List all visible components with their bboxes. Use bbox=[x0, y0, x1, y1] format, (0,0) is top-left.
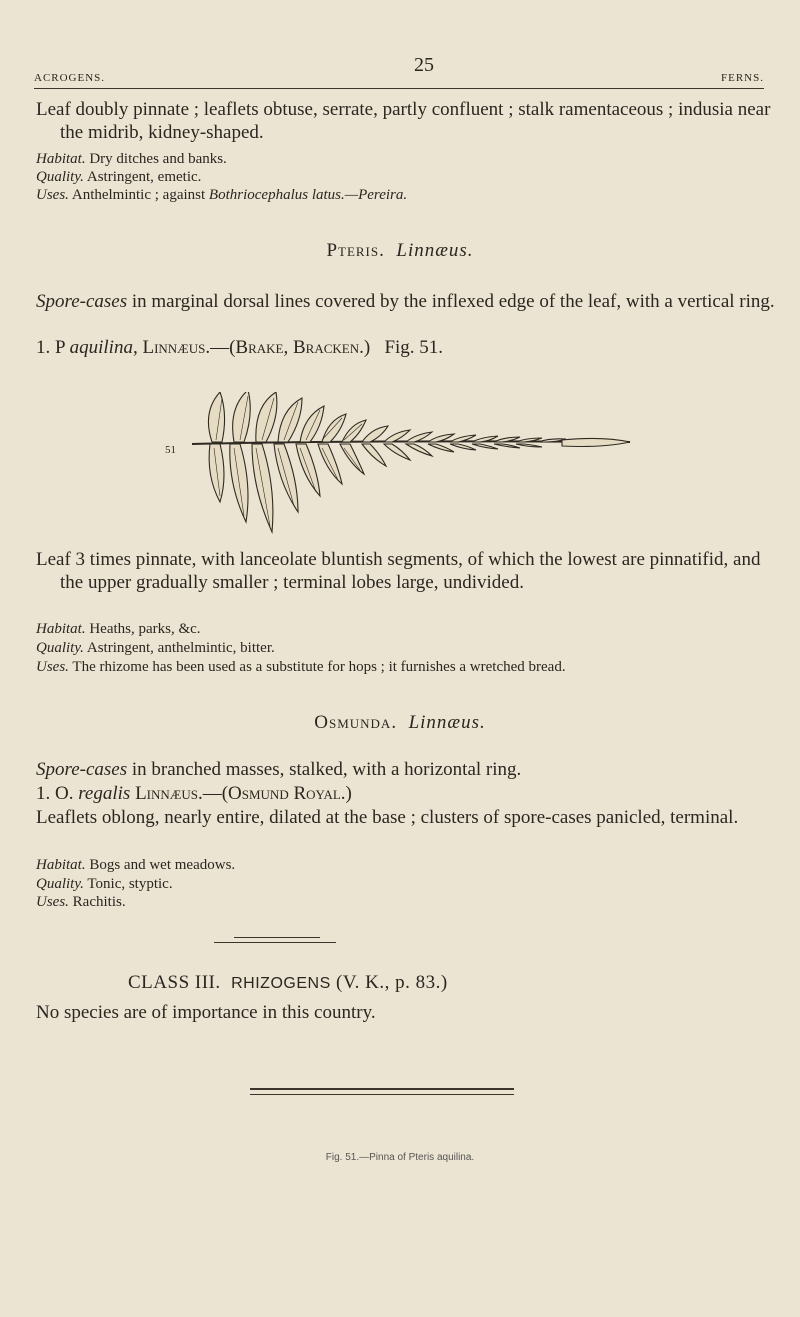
species-authority: Linnæus.—(Brake, Bracken.) bbox=[142, 337, 371, 358]
osmunda-habitat bbox=[36, 856, 235, 874]
class-heading bbox=[128, 972, 448, 994]
pteris-description: Leaf 3 times pinnate, with lanceolate bluntish segments, of which the lowest are pinnatifid, and the upper gradually smaller ; terminal lobes large, undivided. bbox=[36, 549, 761, 593]
species-number: 1. O. bbox=[36, 783, 74, 804]
uses-value-post: .—Pereira. bbox=[341, 187, 408, 203]
running-header bbox=[34, 54, 764, 86]
osmunda-quality bbox=[36, 875, 173, 893]
habitat-label: Habitat. bbox=[36, 621, 86, 637]
genus-name: Osmunda. bbox=[314, 712, 398, 733]
osmunda-uses bbox=[36, 893, 126, 911]
pteris-heading bbox=[0, 240, 800, 262]
intro-habitat bbox=[36, 150, 227, 168]
pteris-quality bbox=[36, 639, 275, 657]
species-name: regalis bbox=[78, 783, 131, 804]
osmunda-spore-cases bbox=[36, 758, 752, 781]
species-name: aquilina, bbox=[69, 337, 138, 358]
spore-text: in branched masses, stalked, with a horizontal ring. bbox=[131, 759, 522, 780]
quality-value: Astringent, anthelmintic, bitter. bbox=[86, 640, 275, 656]
class-name: RHIZOGENS bbox=[231, 975, 331, 992]
intro-description: Leaf doubly pinnate ; leaflets obtuse, serrate, partly confluent ; stalk ramentaceous ; indusia near the midrib, kidney-shaped. bbox=[36, 99, 771, 143]
figure-number: 51 bbox=[165, 444, 176, 456]
uses-label: Uses. bbox=[36, 894, 69, 910]
class-note: No species are of importance in this country. bbox=[36, 1002, 376, 1023]
uses-label: Uses. bbox=[36, 659, 69, 675]
habitat-value: Dry ditches and banks. bbox=[89, 151, 227, 167]
uses-value-italic: Bothriocephalus latus bbox=[208, 187, 341, 203]
header-rule bbox=[34, 88, 764, 89]
section-divider bbox=[214, 942, 336, 943]
class-label: CLASS III. bbox=[128, 972, 221, 993]
header-right: FERNS. bbox=[721, 72, 764, 84]
quality-value: Astringent, emetic. bbox=[86, 169, 202, 185]
spore-label: Spore-cases bbox=[36, 291, 128, 312]
pteris-habitat bbox=[36, 620, 201, 638]
quality-value: Tonic, styptic. bbox=[87, 876, 173, 892]
habitat-label: Habitat. bbox=[36, 151, 86, 167]
page-number: 25 bbox=[414, 54, 434, 76]
genus-name: Pteris. bbox=[326, 240, 385, 261]
figure-caption: Fig. 51.—Pinna of Pteris aquilina. bbox=[325, 1152, 475, 1163]
osmunda-species bbox=[36, 782, 752, 805]
habitat-label: Habitat. bbox=[36, 857, 86, 873]
quality-label: Quality. bbox=[36, 169, 84, 185]
species-number: 1. P bbox=[36, 337, 65, 358]
quality-label: Quality. bbox=[36, 876, 84, 892]
spore-text: in marginal dorsal lines covered by the inflexed edge of the leaf, with a vertical ring. bbox=[131, 291, 775, 312]
section-divider bbox=[234, 937, 320, 938]
genus-authority: Linnæus. bbox=[408, 712, 486, 733]
header-left: ACROGENS. bbox=[34, 72, 106, 84]
pteris-uses bbox=[36, 658, 750, 676]
quality-label: Quality. bbox=[36, 640, 84, 656]
class-reference: (V. K., p. 83.) bbox=[336, 972, 448, 993]
species-authority: Linnæus.—(Osmund Royal.) bbox=[135, 783, 352, 804]
fern-pinna-illustration bbox=[162, 392, 632, 534]
habitat-value: Bogs and wet meadows. bbox=[89, 857, 236, 873]
spore-label: Spore-cases bbox=[36, 759, 128, 780]
osmunda-description: Leaflets oblong, nearly entire, dilated at the base ; clusters of spore-cases panicled, terminal. bbox=[36, 807, 739, 828]
pteris-species bbox=[36, 336, 752, 359]
uses-value: The rhizome has been used as a substitute for hops ; it furnishes a wretched bread. bbox=[72, 659, 566, 675]
intro-uses bbox=[36, 186, 407, 204]
osmunda-heading bbox=[0, 712, 800, 734]
habitat-value: Heaths, parks, &c. bbox=[89, 621, 201, 637]
end-rule bbox=[250, 1088, 514, 1090]
uses-value: Rachitis. bbox=[72, 894, 126, 910]
genus-authority: Linnæus. bbox=[396, 240, 474, 261]
pteris-spore-cases bbox=[36, 290, 776, 313]
intro-quality bbox=[36, 168, 201, 186]
uses-label: Uses. bbox=[36, 187, 69, 203]
uses-value-pre: Anthelmintic ; against bbox=[71, 187, 206, 203]
end-rule bbox=[250, 1094, 514, 1095]
figure-reference: Fig. 51. bbox=[384, 337, 444, 358]
